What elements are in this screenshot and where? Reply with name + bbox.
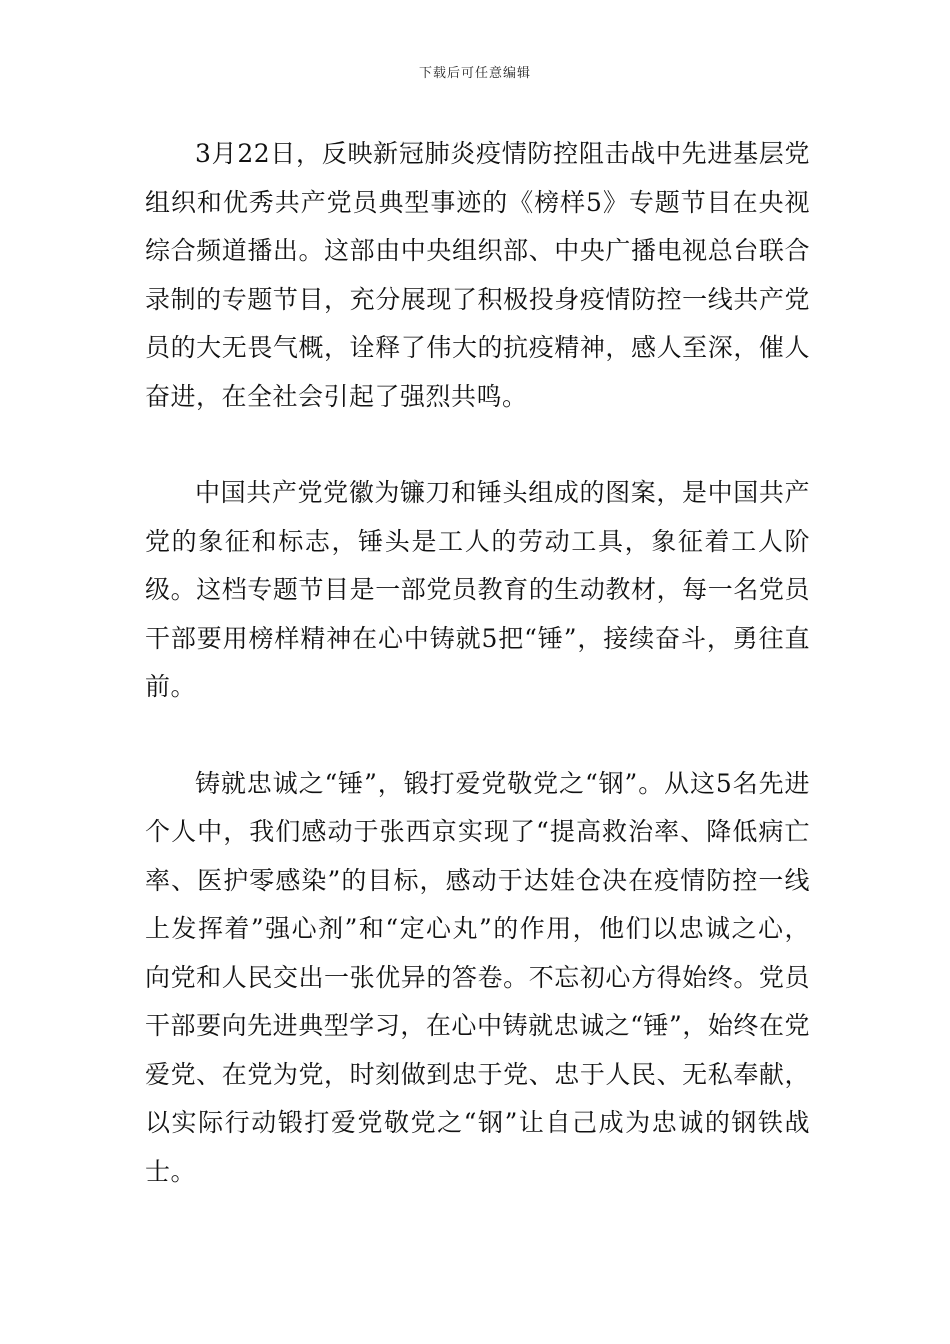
paragraph-2: 中国共产党党徽为镰刀和锤头组成的图案，是中国共产党的象征和标志，锤头是工人的劳动工具，象征着工人阶级。这档专题节目是一部党员教育的生动教材，每一名党员干部要用榜样精神在心中铸就5把“锤”，接续奋斗，勇往直前。 [145, 478, 810, 701]
header-note: 下载后可任意编辑 [418, 66, 531, 81]
paragraph-3: 铸就忠诚之“锤”，锻打爱党敬党之“钢”。从这5名先进个人中，我们感动于张西京实现了“提高救治率、降低病亡率、医护零感染”的目标，感动于达娃仓决在疫情防控一线上发挥着”强心剂”和“定心丸”的作用，他们以忠诚之心，向党和人民交出一张优异的答卷。不忘初心方得始终。党员干部要向先进典型学习，在心中铸就忠诚之“锤”，始终在党爱党、在党为党，时刻做到忠于党、忠于人民、无私奉献，以实际行动锻打爱党敬党之“钢”让自己成为忠诚的钢铁战士。 [145, 768, 810, 1186]
document-body [145, 130, 810, 1196]
paragraph-1: 3月22日，反映新冠肺炎疫情防控阻击战中先进基层党组织和优秀共产党员典型事迹的《榜样5》专题节目在央视综合频道播出。这部由中央组织部、中央广播电视总台联合录制的专题节目，充分展现了积极投身疫情防控一线共产党员的大无畏气概，诠释了伟大的抗疫精神，感人至深，催人奋进，在全社会引起了强烈共鸣。 [145, 139, 810, 411]
